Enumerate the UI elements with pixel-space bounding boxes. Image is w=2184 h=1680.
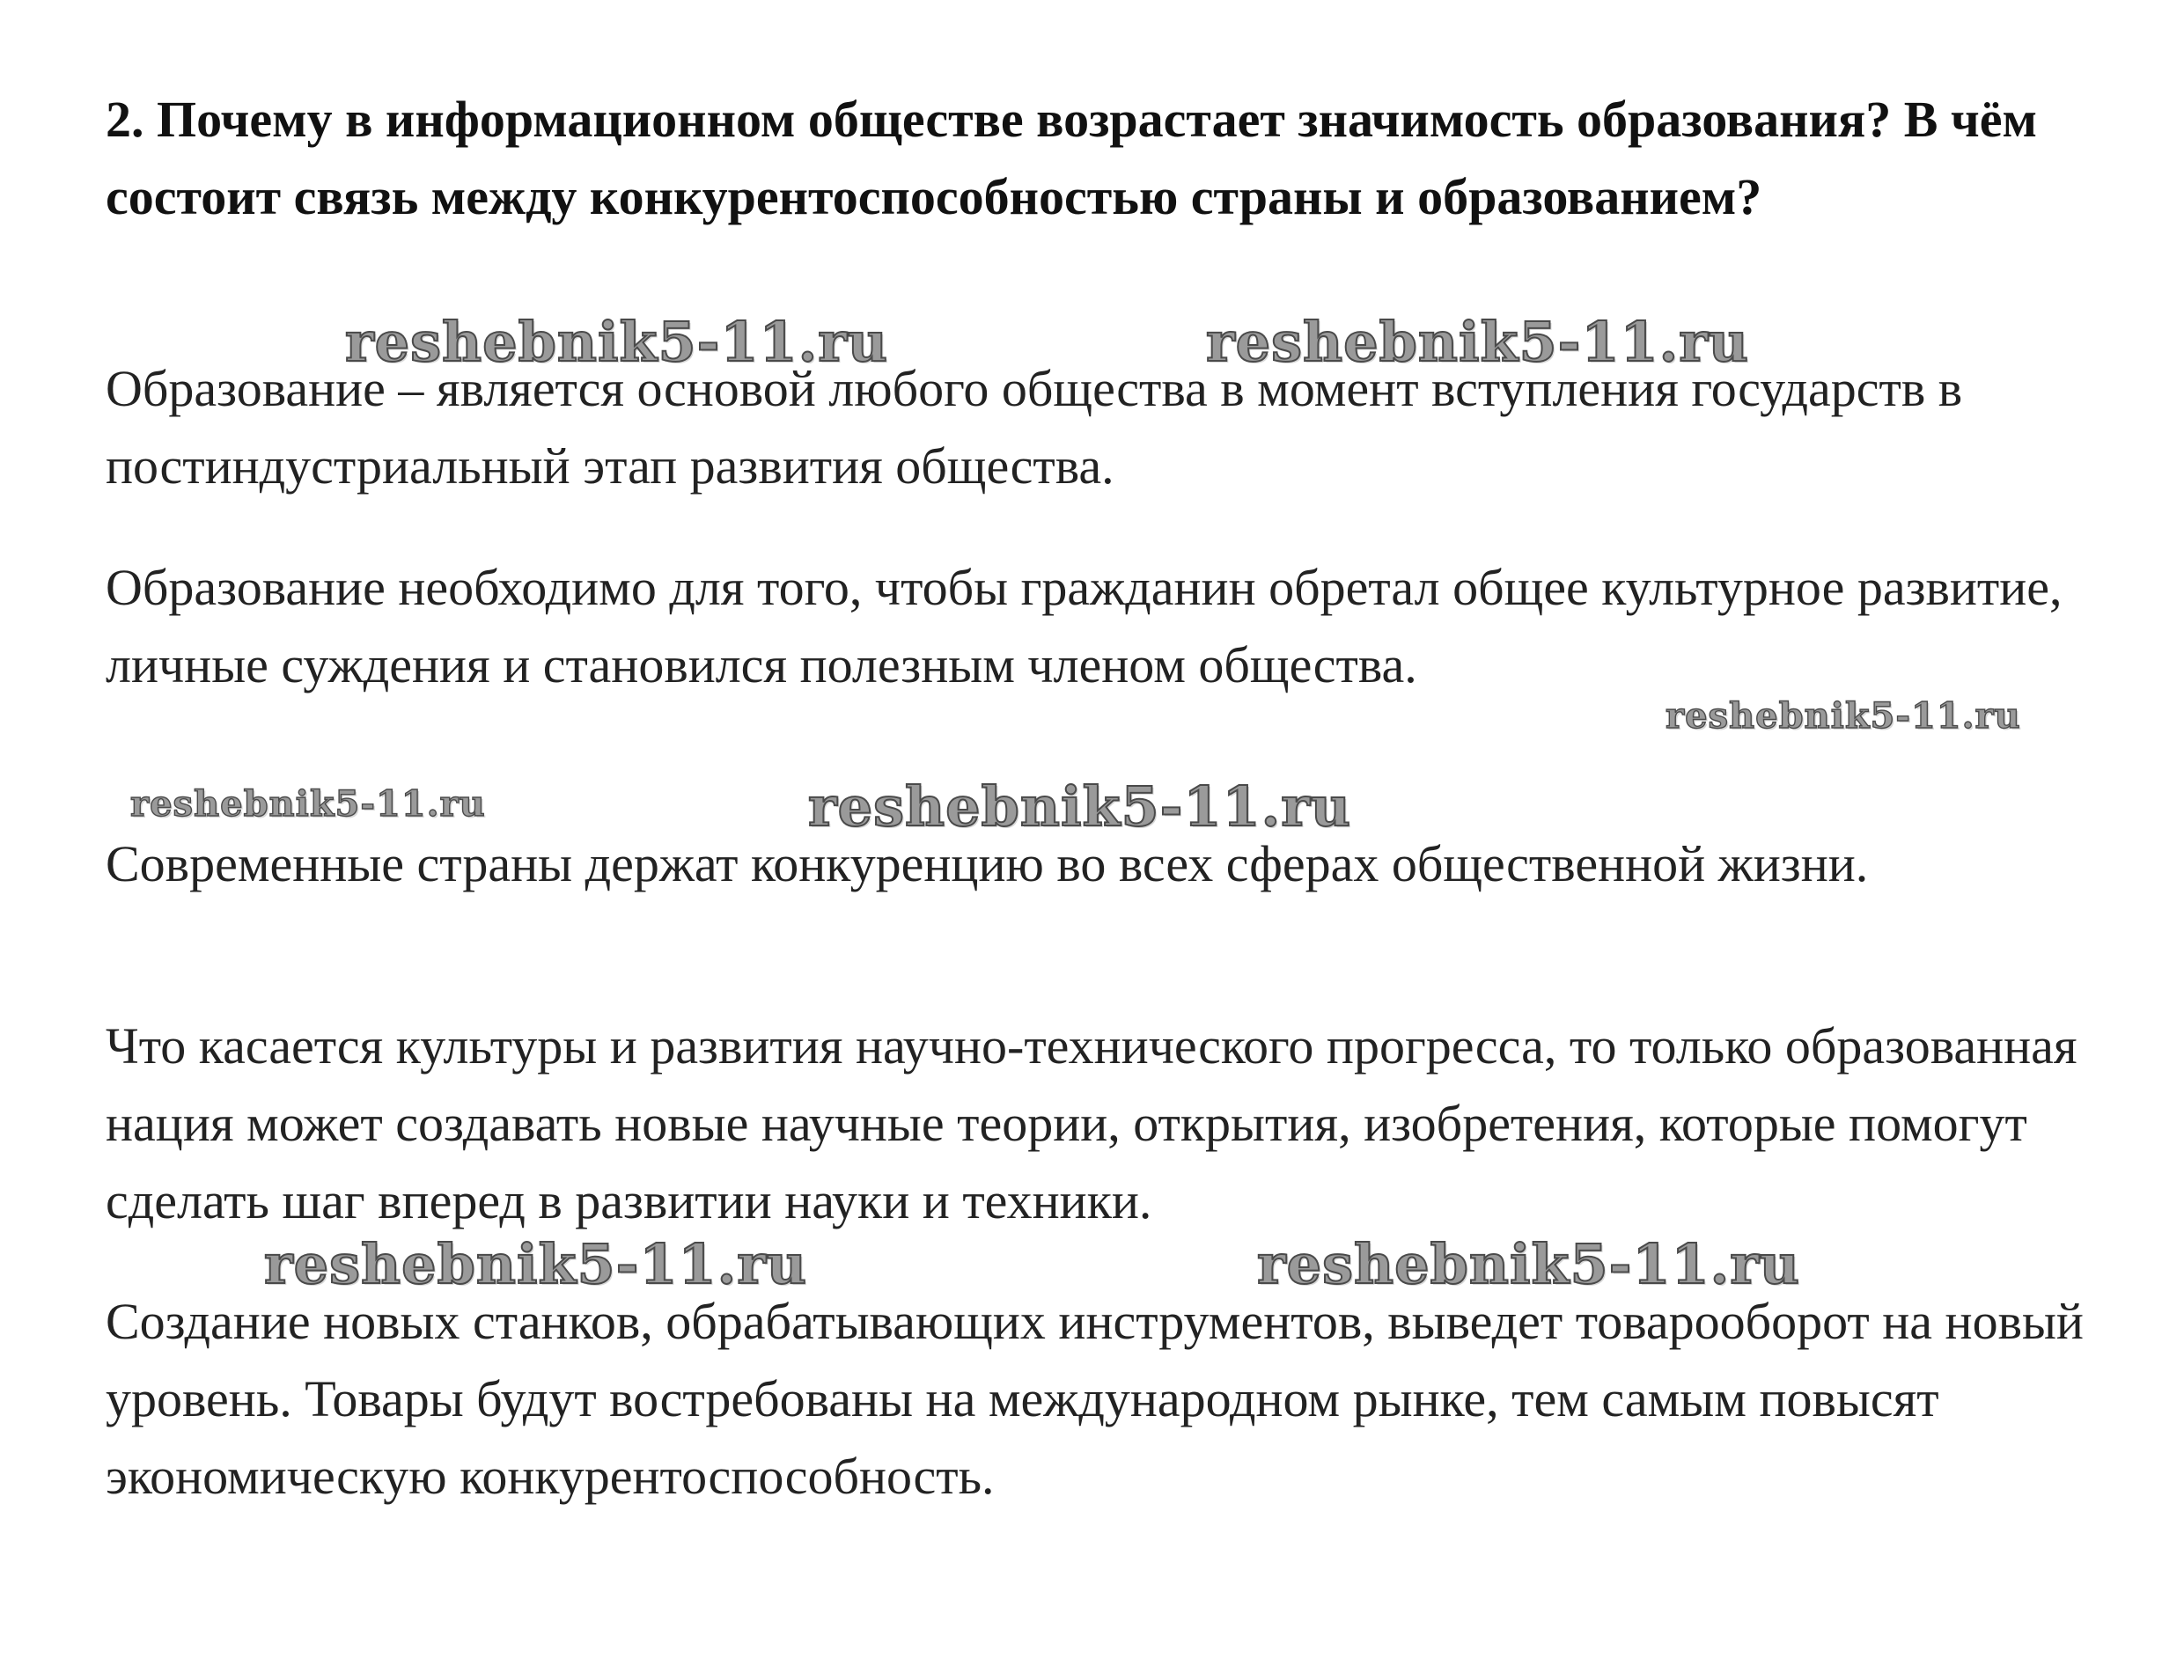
watermark: reshebnik5-11.ru — [264, 1232, 807, 1296]
watermark: reshebnik5-11.ru — [345, 310, 888, 374]
question-heading: 2. Почему в информационном обществе возрастает значимость образования? В чём состоит связь между конкурентоспособностью страны и образованием? — [106, 91, 2037, 225]
paragraph-2: Образование необходимо для того, чтобы гражданин обретал общее культурное развитие, личные суждения и становился полезным членом общества. — [106, 559, 2063, 693]
paragraph-4: Что касается культуры и развития научно-технического прогресса, то только образованная нация может создавать новые научные теории, открытия, изобретения, которые помогут сделать шаг вперед в развитии науки и техники. — [106, 1017, 2077, 1229]
watermark: reshebnik5-11.ru — [1666, 695, 2021, 737]
watermark: reshebnik5-11.ru — [1206, 310, 1749, 374]
watermark: reshebnik5-11.ru — [130, 783, 486, 825]
paragraph-5: Создание новых станков, обрабатывающих инструментов, выведет товарооборот на новый уровень. Товары будут востребованы на международном рынке, тем самым повысят экономическую конкурентоспособность. — [106, 1293, 2084, 1505]
paragraph-3: Современные страны держат конкуренцию во всех сферах общественной жизни. — [106, 835, 1869, 892]
watermark: reshebnik5-11.ru — [1257, 1232, 1800, 1296]
paragraph-1: Образование – является основой любого общества в момент вступления государств в постиндустриальный этап развития общества. — [106, 360, 1963, 495]
watermark: reshebnik5-11.ru — [808, 774, 1351, 839]
